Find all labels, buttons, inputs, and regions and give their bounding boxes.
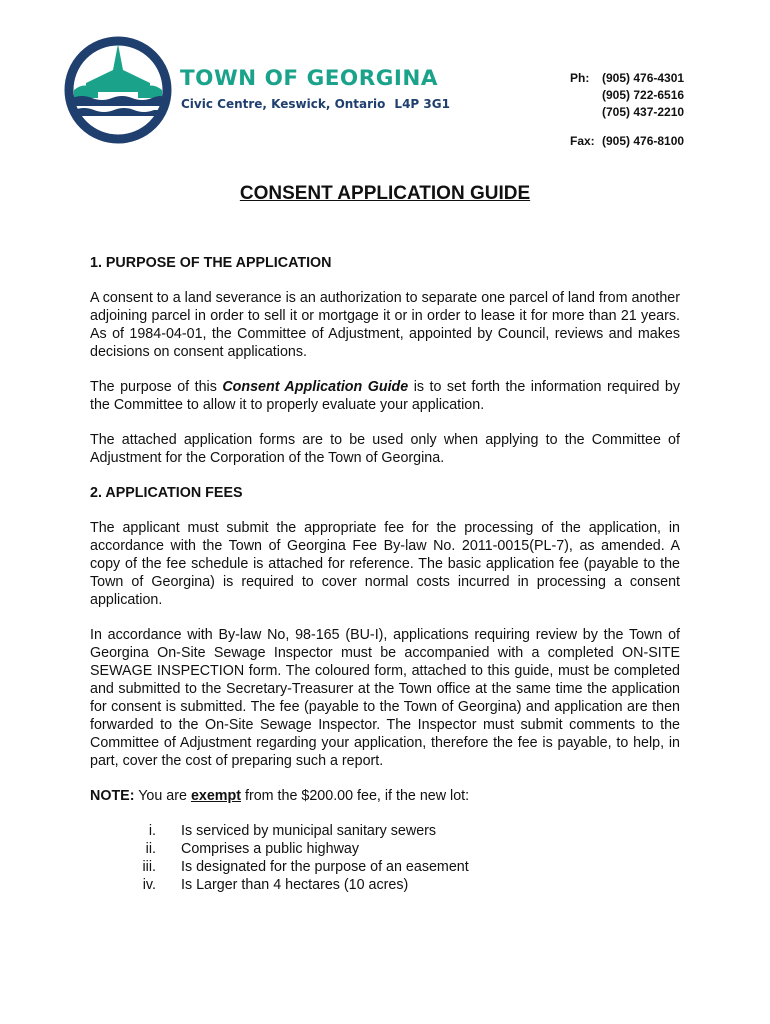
list-item bbox=[90, 840, 680, 858]
document-title: CONSENT APPLICATION GUIDE bbox=[239, 183, 531, 204]
guide-name-emphasis: Consent Application Guide bbox=[222, 379, 409, 395]
paragraph: In accordance with By-law No, 98-165 (BU-I), applications requiring review by the Town of Georgina On-Site Sewage Inspector must be accompanied with a completed ON-SITE SEWAGE INSPECTION form. The coloured form, attached to this guide, must be completed and submitted to the Secretary-Treasurer at the Town office at the same time the application for consent is submitted. The fee (payable to the Town of Georgina) and application are then forwarded to the On-Site Sewage Inspector. The Inspector must submit comments to the Committee of Adjustment regarding your application, therefore the fee is payable, to help, in part, cover the cost of preparing such a report. bbox=[90, 627, 680, 769]
list-text: Comprises a public highway bbox=[181, 841, 359, 857]
note-label: NOTE: bbox=[90, 788, 135, 804]
list-item bbox=[90, 822, 680, 840]
phone-number: (905) 722-6516 bbox=[602, 88, 685, 102]
section-heading-purpose: 1. PURPOSE OF THE APPLICATION bbox=[90, 255, 332, 271]
address-text: Civic Centre, Keswick, Ontario bbox=[181, 97, 386, 111]
text-run: You are bbox=[134, 788, 191, 804]
list-number: ii. bbox=[145, 841, 156, 857]
exemption-note bbox=[90, 787, 680, 805]
document-body bbox=[90, 254, 680, 894]
list-item bbox=[90, 858, 680, 876]
fax-number: (905) 476-8100 bbox=[602, 134, 685, 148]
list-item bbox=[90, 876, 680, 894]
paragraph: The attached application forms are to be used only when applying to the Committee of Adjustment for the Corporation of the Town of Georgina. bbox=[90, 432, 680, 466]
exempt-emphasis: exempt bbox=[190, 788, 241, 804]
org-name: TOWN OF GEORGINA bbox=[180, 66, 439, 91]
text-run: The purpose of this bbox=[90, 379, 223, 395]
phone-number: (905) 476-4301 bbox=[602, 71, 685, 85]
text-run: from the $200.00 fee, if the new lot: bbox=[241, 788, 470, 804]
list-text: Is Larger than 4 hectares (10 acres) bbox=[181, 877, 409, 893]
list-number: i. bbox=[148, 823, 156, 839]
town-of-georgina-logo bbox=[64, 36, 172, 144]
list-number: iii. bbox=[142, 859, 156, 875]
paragraph bbox=[90, 378, 680, 414]
org-address bbox=[181, 97, 450, 111]
paragraph: A consent to a land severance is an authorization to separate one parcel of land from another adjoining parcel in order to sell it or mortgage it or in order to lease it for more than 21 years. As of 1984-04-01, the Committee of Adjustment, appointed by Council, reviews and makes decisions on consent applications. bbox=[90, 290, 680, 360]
list-text: Is serviced by municipal sanitary sewers bbox=[181, 823, 437, 839]
list-text: Is designated for the purpose of an easement bbox=[181, 859, 469, 875]
fax-label: Fax: bbox=[570, 134, 595, 148]
paragraph: The applicant must submit the appropriate fee for the processing of the application, in accordance with the Town of Georgina Fee By-law No. 2011-0015(PL-7), as amended. A copy of the fee schedule is attached for reference. The basic application fee (payable to the Town of Georgina) is required to cover normal costs incurred in processing a consent application. bbox=[90, 520, 680, 608]
list-number: iv. bbox=[142, 877, 156, 893]
text-run: is to set forth the information required by the Committee to allow it to properly evaluate your application. bbox=[90, 379, 680, 413]
phone-label: Ph: bbox=[570, 71, 590, 85]
section-heading-fees: 2. APPLICATION FEES bbox=[90, 485, 243, 501]
postal-code: L4P 3G1 bbox=[394, 97, 450, 111]
phone-number: (705) 437-2210 bbox=[602, 105, 685, 119]
exemption-criteria-list bbox=[90, 822, 680, 894]
